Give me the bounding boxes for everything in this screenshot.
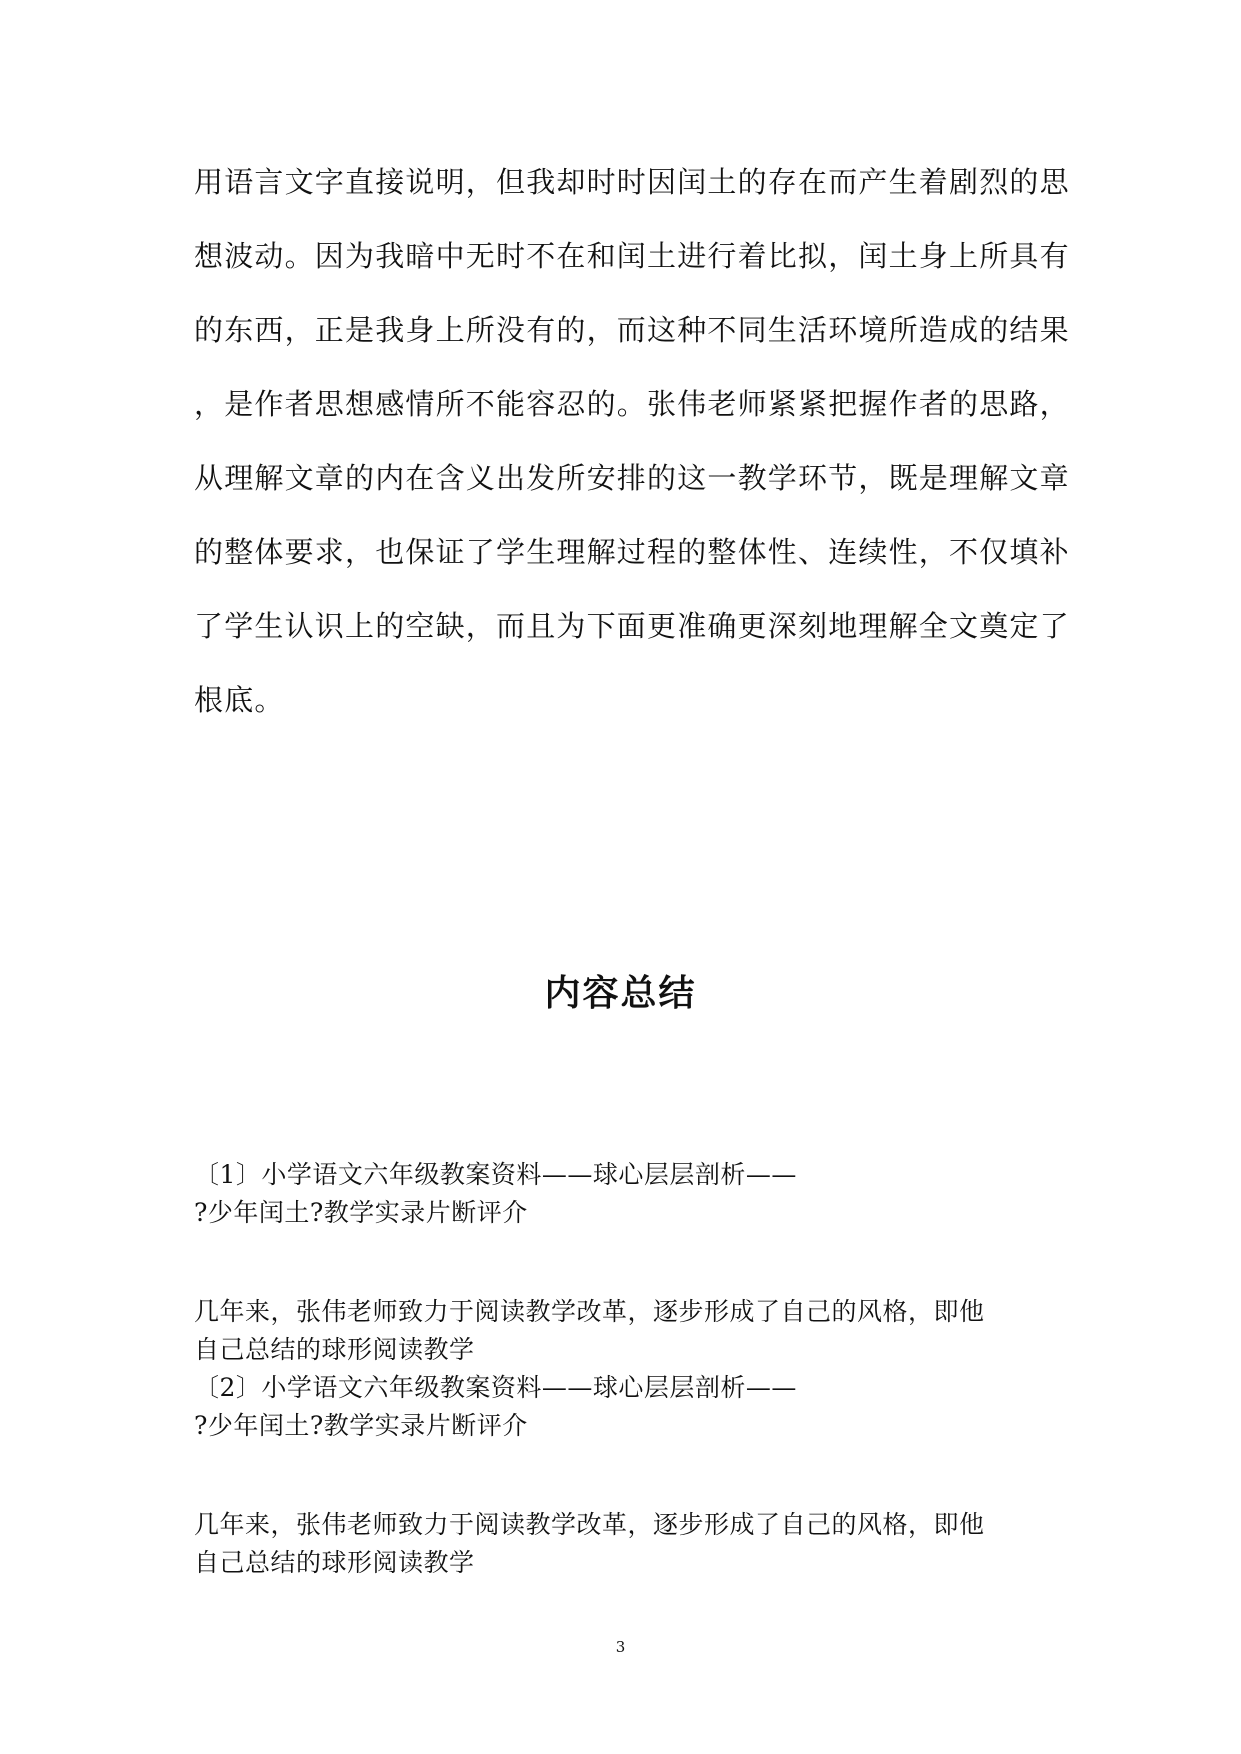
summary-desc-line: 自己总结的球形阅读教学	[194, 1548, 475, 1577]
summary-item-1-title	[194, 1156, 1054, 1232]
body-line: ，是作者思想感情所不能容忍的。张伟老师紧紧把握作者的思路，	[194, 387, 1070, 421]
summary-desc-line: 自己总结的球形阅读教学	[194, 1335, 475, 1364]
body-line: 想波动。因为我暗中无时不在和闰土进行着比拟，闰土身上所具有	[194, 239, 1070, 273]
summary-item-2-title	[194, 1369, 1054, 1445]
summary-desc-line: 几年来，张伟老师致力于阅读教学改革，逐步形成了自己的风格，即他	[194, 1510, 985, 1539]
body-paragraph	[194, 152, 1070, 744]
body-line: 了学生认识上的空缺，而且为下面更准确更深刻地理解全文奠定了	[194, 609, 1070, 643]
summary-item-2-desc	[194, 1506, 1054, 1582]
summary-title-line: 〔2〕小学语文六年级教案资料——球心层层剖析——	[194, 1373, 797, 1402]
body-line: 从理解文章的内在含义出发所安排的这一教学环节，既是理解文章	[194, 461, 1070, 495]
body-line: 的整体要求，也保证了学生理解过程的整体性、连续性，不仅填补	[194, 535, 1070, 569]
page-number: 3	[615, 1638, 626, 1656]
body-line: 用语言文字直接说明，但我却时时因闰土的存在而产生着剧烈的思	[194, 165, 1070, 199]
summary-desc-line: 几年来，张伟老师致力于阅读教学改革，逐步形成了自己的风格，即他	[194, 1297, 985, 1326]
summary-item-1-desc	[194, 1293, 1054, 1369]
summary-title-line: ?少年闰土?教学实录片断评介	[194, 1411, 528, 1440]
body-line: 根底。	[194, 683, 285, 717]
section-title: 内容总结	[544, 973, 697, 1014]
body-line: 的东西，正是我身上所没有的，而这种不同生活环境所造成的结果	[194, 313, 1070, 347]
summary-title-line: ?少年闰土?教学实录片断评介	[194, 1198, 528, 1227]
summary-title-line: 〔1〕小学语文六年级教案资料——球心层层剖析——	[194, 1160, 797, 1189]
